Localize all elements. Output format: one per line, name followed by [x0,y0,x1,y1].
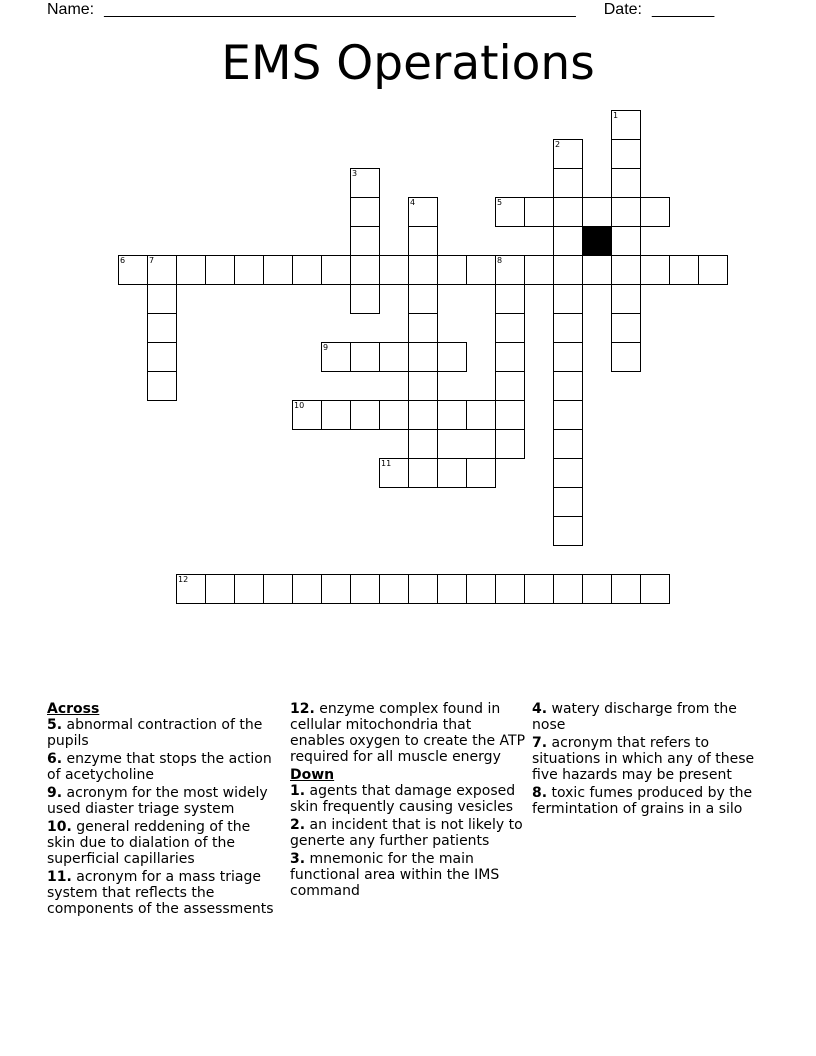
grid-cell[interactable] [669,255,699,285]
grid-cell[interactable] [350,400,380,430]
grid-cell[interactable] [205,574,235,604]
black-cell [582,226,612,256]
clue-number: 6 [120,256,126,265]
grid-cell[interactable] [524,255,554,285]
clue-number: 2 [555,140,561,149]
page-title: EMS Operations [221,36,595,91]
grid-cell[interactable] [292,400,322,430]
clue-number: 7 [149,256,155,265]
grid-cell[interactable] [176,574,206,604]
clue-number: 12 [178,575,189,584]
clue-across-12: 12. enzyme complex found in cellular mitochondria that enables oxygen to create the ATP required for all muscle energy [290,701,526,765]
clue-down-3: 3. mnemonic for the main functional area within the IMS command [290,851,500,899]
grid-cell[interactable] [611,313,641,343]
grid-cell[interactable] [553,429,583,459]
grid-cell[interactable] [408,197,438,227]
grid-cell[interactable] [408,313,438,343]
grid-cell[interactable] [321,255,351,285]
grid-cell[interactable] [611,226,641,256]
clue-number: 5 [497,198,503,207]
grid-cell[interactable] [147,255,177,285]
grid-cell[interactable] [234,255,264,285]
name-field-line[interactable]: _____________________________________________________ [104,1,576,18]
grid-cell[interactable] [495,197,525,227]
grid-cell[interactable] [437,342,467,372]
date-label: Date: [603,1,642,18]
clue-across-11: 11. acronym for a mass triage system that reflects the components of the assessments [47,869,274,917]
grid-cell[interactable] [350,342,380,372]
grid-cell[interactable] [553,313,583,343]
clue-number: 1 [613,111,619,120]
grid-cell[interactable] [408,284,438,314]
grid-cell[interactable] [408,574,438,604]
clue-number: 4 [410,198,416,207]
grid-cell[interactable] [263,574,293,604]
grid-cell[interactable] [611,139,641,169]
grid-cell[interactable] [176,255,206,285]
grid-cell[interactable] [118,255,148,285]
name-label: Name: [47,1,95,18]
grid-cell[interactable] [553,487,583,517]
grid-cell[interactable] [611,168,641,198]
grid-cell[interactable] [582,255,612,285]
grid-cell[interactable] [553,197,583,227]
date-field-line[interactable]: _______ [652,1,715,18]
grid-cell[interactable] [495,255,525,285]
clue-number: 8 [497,256,503,265]
grid-cell[interactable] [611,255,641,285]
grid-cell[interactable] [553,168,583,198]
grid-cell[interactable] [466,574,496,604]
clue-column-3 [532,701,766,819]
clue-number: 3 [352,169,358,178]
across-heading: Across [47,701,100,717]
clue-across-10: 10. general reddening of the skin due to dialation of the superficial capillaries [47,819,251,867]
clue-number: 10 [294,401,305,410]
grid-cell[interactable] [263,255,293,285]
clue-across-6: 6. enzyme that stops the action of acetycholine [47,751,272,783]
grid-cell[interactable] [553,400,583,430]
grid-cell[interactable] [553,284,583,314]
grid-cell[interactable] [553,139,583,169]
clue-column-1 [47,701,279,919]
grid-cell[interactable] [147,371,177,401]
grid-cell[interactable] [379,574,409,604]
grid-cell[interactable] [553,255,583,285]
grid-cell[interactable] [321,342,351,372]
grid-cell[interactable] [611,110,641,140]
grid-cell[interactable] [582,574,612,604]
down-heading: Down [290,767,335,783]
grid-cell[interactable] [205,255,235,285]
grid-cell[interactable] [437,574,467,604]
grid-cell[interactable] [408,371,438,401]
worksheet-header [47,0,767,20]
grid-cell[interactable] [582,197,612,227]
grid-cell[interactable] [466,255,496,285]
grid-cell[interactable] [350,197,380,227]
grid-cell[interactable] [640,574,670,604]
grid-cell[interactable] [379,342,409,372]
grid-cell[interactable] [408,226,438,256]
grid-cell[interactable] [466,458,496,488]
grid-cell[interactable] [640,197,670,227]
grid-cell[interactable] [611,342,641,372]
grid-cell[interactable] [147,284,177,314]
grid-cell[interactable] [292,574,322,604]
grid-cell[interactable] [698,255,728,285]
grid-cell[interactable] [147,342,177,372]
grid-cell[interactable] [408,255,438,285]
grid-cell[interactable] [234,574,264,604]
grid-cell[interactable] [350,574,380,604]
grid-cell[interactable] [553,458,583,488]
grid-cell[interactable] [611,284,641,314]
grid-cell[interactable] [379,458,409,488]
grid-cell[interactable] [495,400,525,430]
grid-cell[interactable] [495,284,525,314]
grid-cell[interactable] [379,400,409,430]
grid-cell[interactable] [466,400,496,430]
grid-cell[interactable] [408,429,438,459]
grid-cell[interactable] [495,371,525,401]
grid-cell[interactable] [437,458,467,488]
grid-cell[interactable] [495,342,525,372]
grid-cell[interactable] [408,458,438,488]
grid-cell[interactable] [350,168,380,198]
grid-cell[interactable] [495,574,525,604]
grid-cell[interactable] [553,226,583,256]
grid-cell[interactable] [408,400,438,430]
grid-cell[interactable] [553,342,583,372]
grid-cell[interactable] [437,400,467,430]
clue-down-7: 7. acronym that refers to situations in which any of these five hazards may be present [532,735,755,783]
grid-cell[interactable] [408,342,438,372]
grid-cell[interactable] [350,226,380,256]
grid-cell[interactable] [524,197,554,227]
grid-cell[interactable] [553,574,583,604]
grid-cell[interactable] [350,284,380,314]
grid-cell[interactable] [524,574,554,604]
grid-cell[interactable] [495,429,525,459]
clue-across-9: 9. acronym for the most widely used diaster triage system [47,785,268,817]
grid-cell[interactable] [321,400,351,430]
grid-cell[interactable] [611,197,641,227]
grid-cell[interactable] [437,255,467,285]
clue-down-1: 1. agents that damage exposed skin frequently causing vesicles [290,783,516,815]
clue-down-2: 2. an incident that is not likely to generte any further patients [290,817,523,849]
grid-cell[interactable] [350,255,380,285]
grid-cell[interactable] [640,255,670,285]
clue-across-5: 5. abnormal contraction of the pupils [47,717,263,749]
grid-cell[interactable] [495,313,525,343]
grid-cell[interactable] [147,313,177,343]
clue-down-4: 4. watery discharge from the nose [532,701,737,733]
grid-cell[interactable] [379,255,409,285]
grid-cell[interactable] [611,574,641,604]
clue-column-2 [290,701,526,901]
grid-cell[interactable] [321,574,351,604]
grid-cell[interactable] [553,516,583,546]
clue-down-8: 8. toxic fumes produced by the fermintation of grains in a silo [532,785,753,817]
clue-number: 11 [381,459,392,468]
grid-cell[interactable] [292,255,322,285]
clue-number: 9 [323,343,329,352]
grid-cell[interactable] [553,371,583,401]
